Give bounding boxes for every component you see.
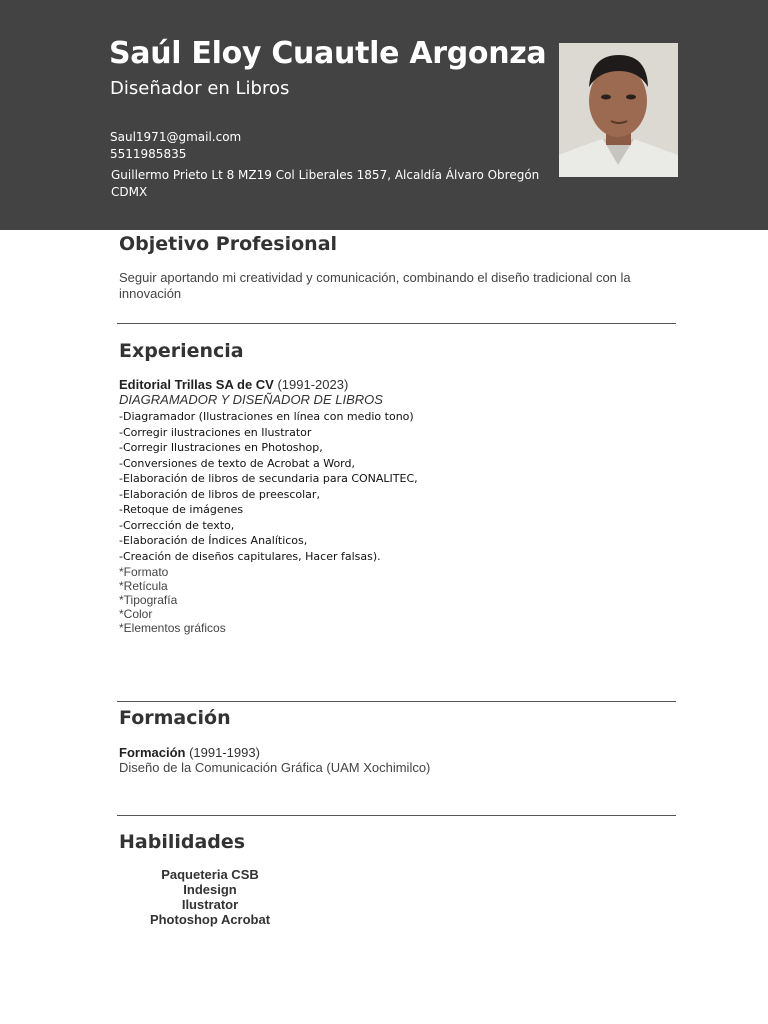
list-item: -Elaboración de libros de secundaria para CONALITEC, xyxy=(119,472,418,485)
section-divider xyxy=(117,815,676,816)
candidate-role: Diseñador en Libros xyxy=(110,78,290,99)
objetivo-text: Seguir aportando mi creatividad y comunicación, combinando el diseño tradicional con la innovación xyxy=(119,270,631,301)
section-divider xyxy=(117,701,676,702)
education-years: (1991-1993) xyxy=(189,745,260,760)
job-years: (1991-2023) xyxy=(277,377,349,392)
section-title-habilidades: Habilidades xyxy=(119,831,246,853)
candidate-name: Saúl Eloy Cuautle Argonza xyxy=(109,36,547,71)
resume-header xyxy=(0,0,768,230)
list-item: Ilustrator xyxy=(181,897,239,912)
list-item: -Corrección de texto, xyxy=(119,518,235,532)
list-item: -Corregir Ilustraciones en Photoshop, xyxy=(119,441,323,454)
job-position: DIAGRAMADOR Y DISEÑADOR DE LIBROS xyxy=(119,392,383,407)
contact-email[interactable]: Saul1971@gmail.com xyxy=(110,130,242,144)
list-item: *Formato xyxy=(119,565,169,579)
list-item: -Creación de diseños capitulares, Hacer falsas). xyxy=(119,549,381,563)
list-item: *Elementos gráficos xyxy=(119,621,226,635)
profile-photo xyxy=(559,43,678,177)
list-item: *Color xyxy=(119,607,153,621)
section-title-experiencia: Experiencia xyxy=(119,340,244,362)
contact-address-line2: CDMX xyxy=(111,185,148,199)
section-title-formacion: Formación xyxy=(119,707,231,729)
list-item: -Elaboración de libros de preescolar, xyxy=(119,487,320,501)
list-item: Photoshop Acrobat xyxy=(149,912,271,927)
skills-list xyxy=(140,867,280,927)
list-item: -Corregir ilustraciones en Ilustrator xyxy=(119,425,312,439)
list-item: *Retícula xyxy=(119,579,168,593)
job-header xyxy=(119,377,348,392)
education-label: Formación xyxy=(119,745,186,760)
section-title-objetivo: Objetivo Profesional xyxy=(119,233,338,255)
list-item: -Diagramador (Ilustraciones en línea con medio tono) xyxy=(119,410,414,423)
job-company: Editorial Trillas SA de CV xyxy=(119,377,274,392)
contact-phone: 5511985835 xyxy=(110,147,187,161)
education-degree: Diseño de la Comunicación Gráfica (UAM Xochimilco) xyxy=(119,760,431,775)
section-divider xyxy=(117,323,676,324)
list-item: Indesign xyxy=(183,882,237,897)
list-item: -Conversiones de texto de Acrobat a Word, xyxy=(119,456,355,470)
list-item: -Elaboración de Índices Analíticos, xyxy=(119,534,308,547)
education-header xyxy=(119,745,260,760)
list-item: Paqueteria CSB xyxy=(161,867,259,882)
design-elements-list xyxy=(119,565,226,635)
job-task-list xyxy=(119,409,418,564)
contact-address-line1: Guillermo Prieto Lt 8 MZ19 Col Liberales 1857, Alcaldía Álvaro Obregón xyxy=(111,168,540,182)
list-item: -Retoque de imágenes xyxy=(119,503,244,516)
list-item: *Tipografía xyxy=(119,593,178,607)
